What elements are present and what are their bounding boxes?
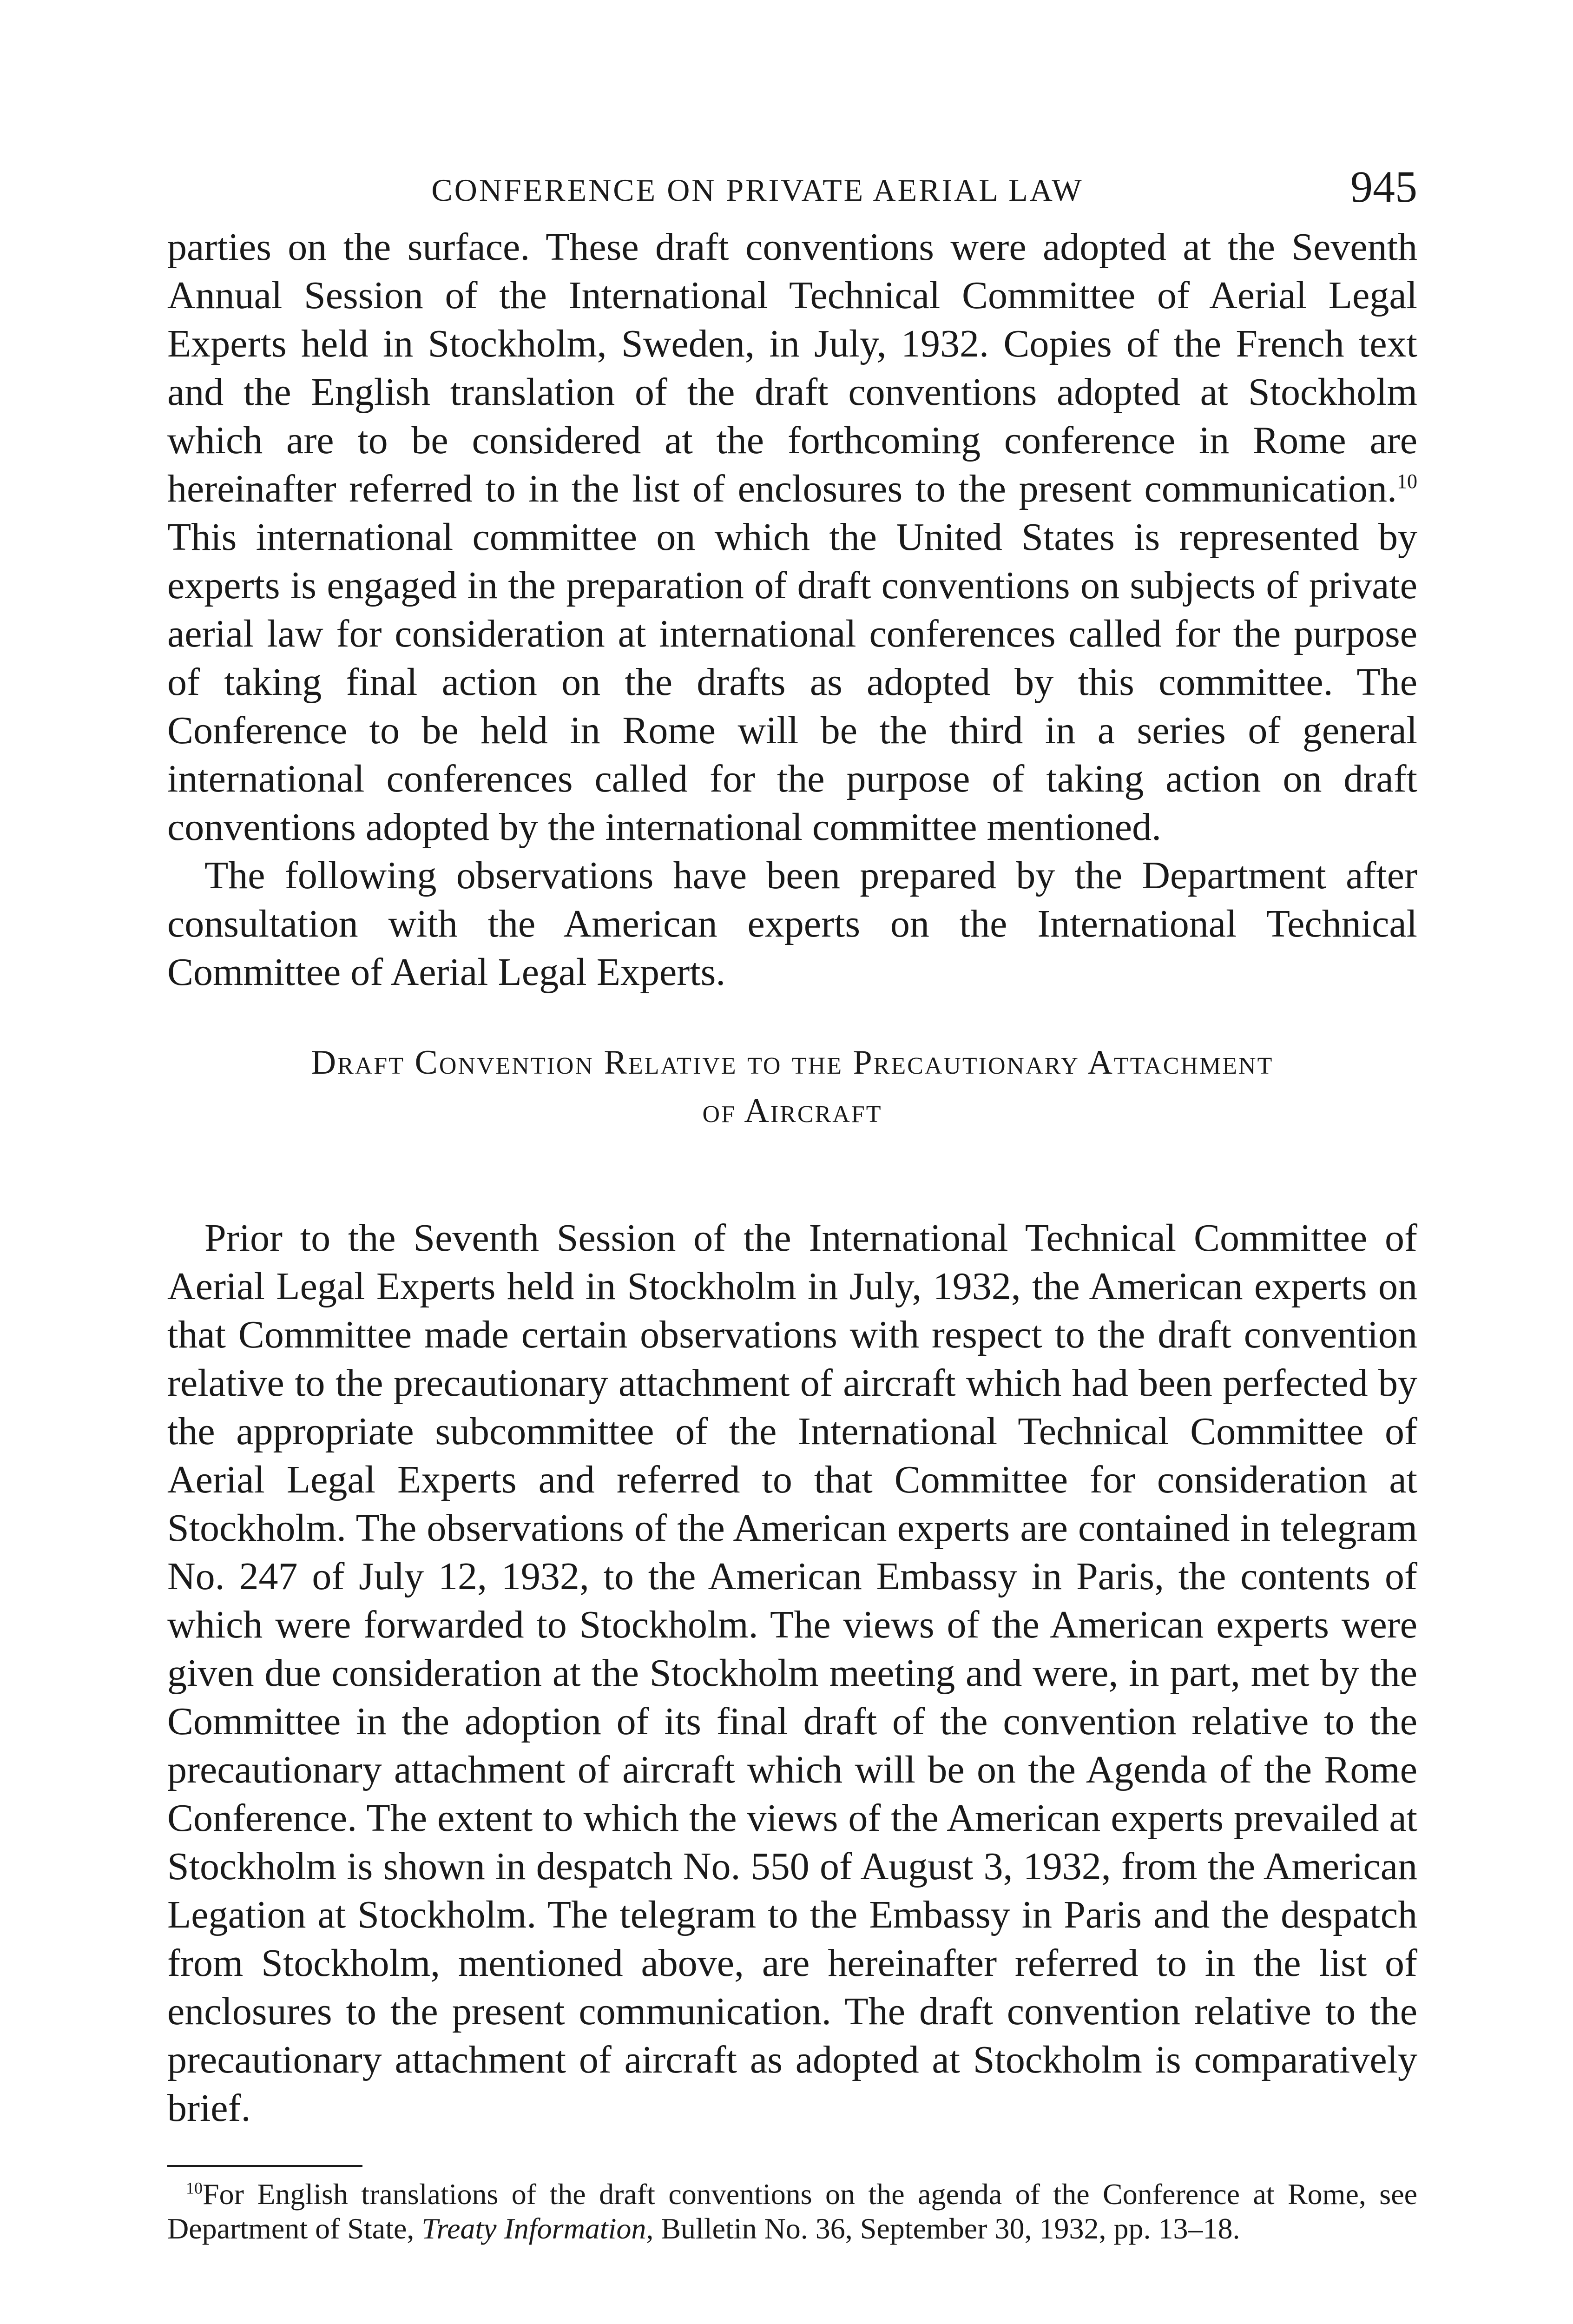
footnote-text-before: For English translations of the draft conventions on the agenda of the Conference at Rome, see Department of State,: [167, 2178, 1417, 2245]
paragraph-2: The following observations have been prepared by the Department after consultation with the American experts on the International Technical Committee of Aerial Legal Experts.: [167, 854, 1417, 994]
paragraph-1-tail: This international committee on which the United States is represented by experts is engaged in the preparation of draft conventions on subjects of private aerial law for consideration at international conferences called for the purpose of taking final action on the drafts as adopted by this committee. The Conference to be held in Rome will be the third in a series of general international conferences called for the purpose of taking action on draft conventions adopted by the international committee mentioned.: [167, 515, 1417, 849]
page-number: 945: [1350, 162, 1417, 211]
section-heading: [167, 1038, 1417, 1135]
paragraph-1: [167, 223, 1417, 852]
document-page: [167, 139, 1417, 2246]
section-heading-line-1: Draft Convention Relative to the Precautionary Attachment: [311, 1043, 1274, 1082]
running-title: CONFERENCE ON PRIVATE AERIAL LAW: [431, 172, 1084, 208]
footnote-text-after: Bulletin No. 36, September 30, 1932, pp. 13–18.: [653, 2212, 1240, 2245]
footnote-italic-title: Treaty Information,: [421, 2212, 654, 2245]
paragraph-1-text: parties on the surface. These draft conventions were adopted at the Seventh Annual Session of the International Technical Committee of Aerial Legal Experts held in Stockholm, Sweden, in July, 1932. Copies of the French text and the English translation of the draft conventions adopted at Stockholm which are to be considered at the forthcoming conference in Rome are hereinafter referred to in the list of enclosures to the present communication.: [167, 225, 1417, 510]
footnote-reference: 10: [1397, 470, 1417, 493]
footnote-divider: [167, 2165, 362, 2167]
section-heading-line-2: of Aircraft: [702, 1092, 882, 1130]
footnote: [167, 2177, 1417, 2246]
paragraph-3: Prior to the Seventh Session of the International Technical Committee of Aerial Legal Experts held in Stockholm in July, 1932, the American experts on that Committee made certain observations with respect to the draft convention relative to the precautionary attachment of aircraft which had been perfected by the appropriate subcommittee of the International Technical Committee of Aerial Legal Experts and referred to that Committee for consideration at Stockholm. The observations of the American experts are contained in telegram No. 247 of July 12, 1932, to the American Embassy in Paris, the contents of which were forwarded to Stockholm. The views of the American experts were given due consideration at the Stockholm meeting and were, in part, met by the Committee in the adoption of its final draft of the convention relative to the precautionary attachment of aircraft which will be on the Agenda of the Rome Conference. The extent to which the views of the American experts prevailed at Stockholm is shown in despatch No. 550 of August 3, 1932, from the American Legation at Stockholm. The telegram to the Embassy in Paris and the despatch from Stockholm, mentioned above, are hereinafter referred to in the list of enclosures to the present communication. The draft convention relative to the precautionary attachment of aircraft as adopted at Stockholm is comparatively brief.: [167, 1216, 1417, 2130]
running-header: [167, 139, 1417, 211]
footnote-marker: 10: [186, 2179, 203, 2198]
